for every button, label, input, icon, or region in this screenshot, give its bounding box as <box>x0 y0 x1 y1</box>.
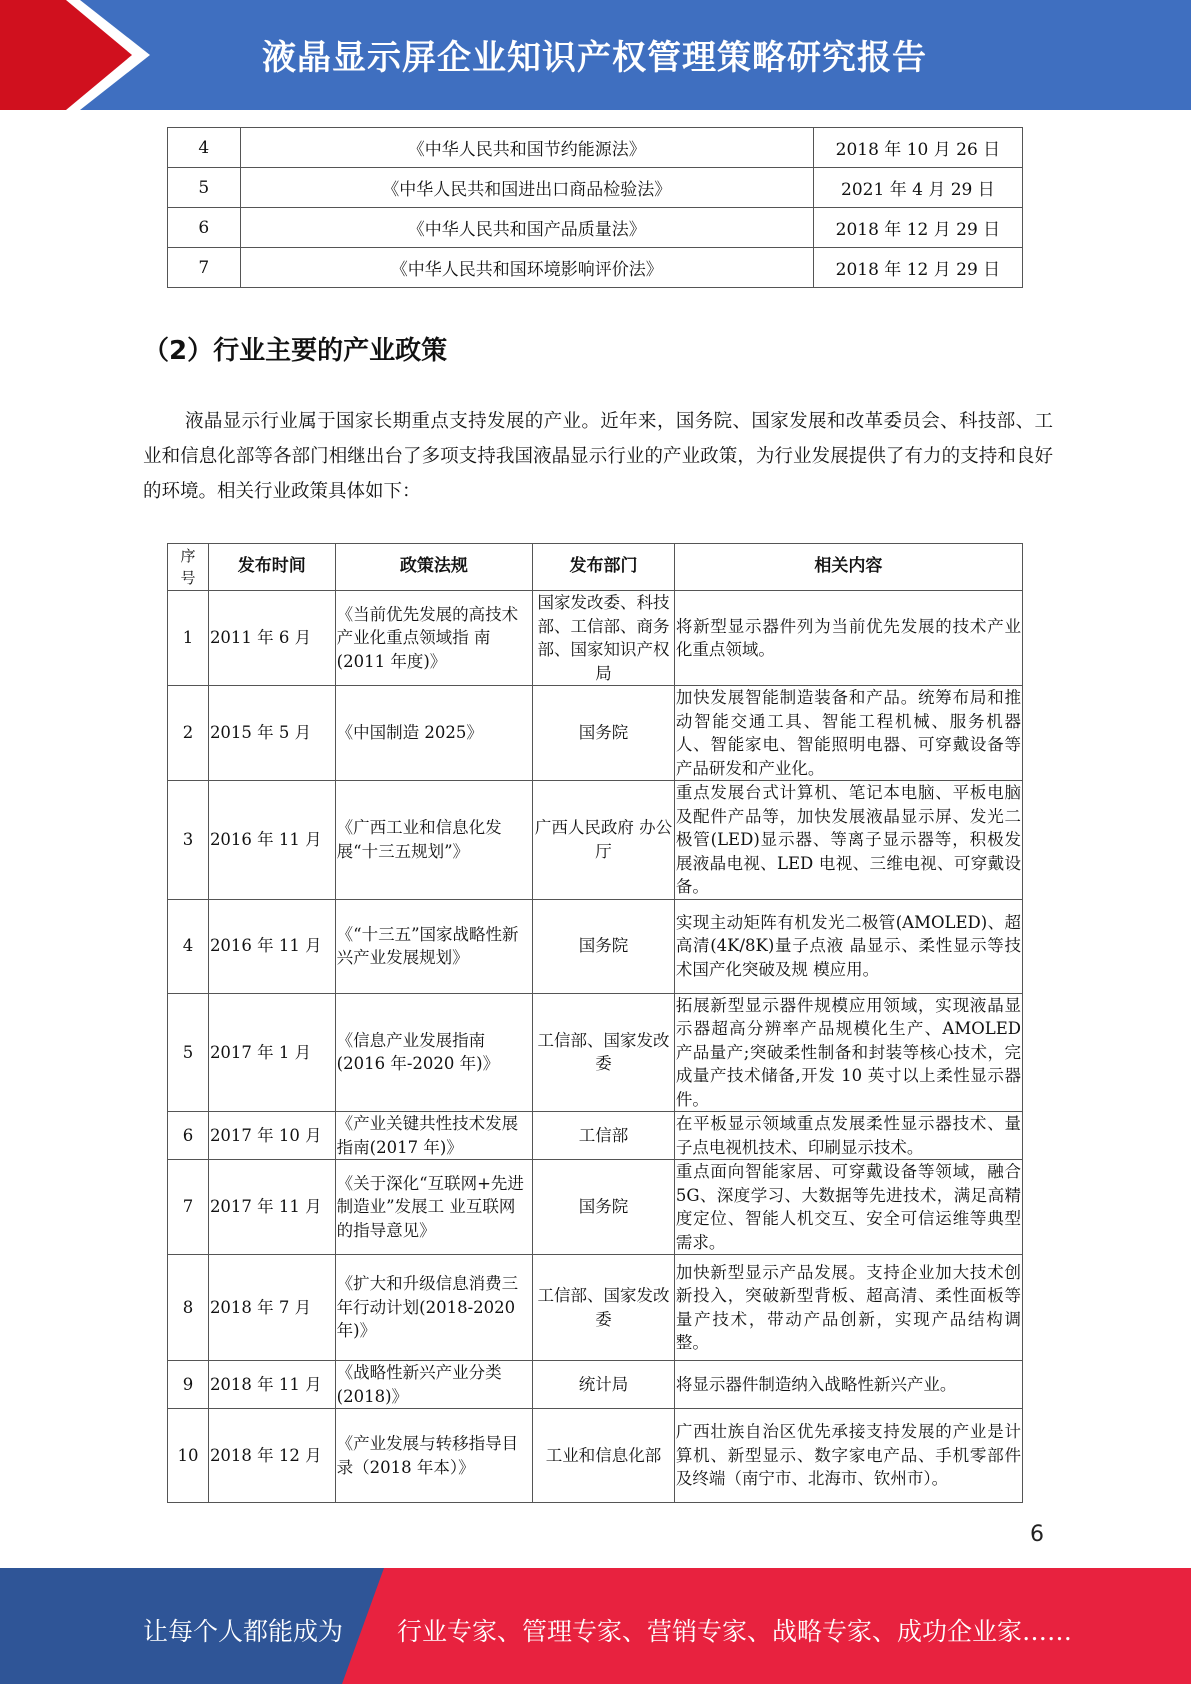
policy-row <box>168 781 1023 900</box>
policy-row <box>168 1409 1023 1503</box>
law-date: 2018 年 10 月 26 日 <box>813 128 1022 168</box>
policy-law: 《广西工业和信息化发展“十三五规划”》 <box>335 781 533 900</box>
law-row <box>168 248 1023 288</box>
header-law: 政策法规 <box>335 544 533 591</box>
policy-no: 10 <box>168 1409 209 1503</box>
policy-date: 2011 年 6 月 <box>208 591 335 686</box>
policy-law: 《扩大和升级信息消费三年行动计划(2018-2020 年)》 <box>335 1255 533 1361</box>
policy-law: 《“十三五”国家战略性新兴产业发展规划》 <box>335 899 533 993</box>
policy-row <box>168 686 1023 781</box>
policy-law: 《产业关键共性技术发展指南(2017 年)》 <box>335 1112 533 1160</box>
policy-dept: 工信部 <box>533 1112 675 1160</box>
policy-date: 2017 年 11 月 <box>208 1160 335 1255</box>
policy-date: 2018 年 11 月 <box>208 1361 335 1409</box>
policy-dept: 工信部、国家发改委 <box>533 993 675 1112</box>
policy-content: 广西壮族自治区优先承接支持发展的产业是计算机、新型显示、数字家电产品、手机零部件及终端（南宁市、北海市、钦州市）。 <box>674 1409 1022 1503</box>
policy-content: 重点发展台式计算机、笔记本电脑、平板电脑及配件产品等，加快发展液晶显示屏、发光二极管(LED)显示器、等离子显示器等，积极发展液晶电视、LED 电视、三维电视、可穿戴设备。 <box>674 781 1022 900</box>
policy-row <box>168 1255 1023 1361</box>
policy-row <box>168 1160 1023 1255</box>
policy-table <box>167 543 1023 1503</box>
policy-no: 8 <box>168 1255 209 1361</box>
policy-no: 1 <box>168 591 209 686</box>
law-row <box>168 208 1023 248</box>
policy-date: 2016 年 11 月 <box>208 899 335 993</box>
policy-row <box>168 993 1023 1112</box>
policy-no: 6 <box>168 1112 209 1160</box>
policy-date: 2018 年 12 月 <box>208 1409 335 1503</box>
policy-row <box>168 899 1023 993</box>
law-name: 《中华人民共和国节约能源法》 <box>240 128 813 168</box>
law-table <box>167 127 1023 288</box>
header-content: 相关内容 <box>674 544 1022 591</box>
policy-law: 《产业发展与转移指导目录（2018 年本）》 <box>335 1409 533 1503</box>
header-dept: 发布部门 <box>533 544 675 591</box>
law-no: 7 <box>168 248 241 288</box>
policy-date: 2015 年 5 月 <box>208 686 335 781</box>
policy-row <box>168 1361 1023 1409</box>
policy-law: 《中国制造 2025》 <box>335 686 533 781</box>
law-no: 4 <box>168 128 241 168</box>
policy-content: 将新型显示器件列为当前优先发展的技术产业化重点领域。 <box>674 591 1022 686</box>
law-name: 《中华人民共和国产品质量法》 <box>240 208 813 248</box>
policy-content: 加快发展智能制造装备和产品。统筹布局和推动智能交通工具、智能工程机械、服务机器人、智能家电、智能照明电器、可穿戴设备等产品研发和产业化。 <box>674 686 1022 781</box>
law-no: 5 <box>168 168 241 208</box>
policy-content: 实现主动矩阵有机发光二极管(AMOLED)、超高清(4K/8K)量子点液 晶显示、柔性显示等技术国产化突破及规 模应用。 <box>674 899 1022 993</box>
header-seq-bottom: 号 <box>180 569 196 587</box>
policy-dept: 国务院 <box>533 899 675 993</box>
policy-no: 2 <box>168 686 209 781</box>
policy-law: 《战略性新兴产业分类(2018)》 <box>335 1361 533 1409</box>
report-title: 液晶显示屏企业知识产权管理策略研究报告 <box>262 38 927 78</box>
law-date: 2018 年 12 月 29 日 <box>813 248 1022 288</box>
law-row <box>168 168 1023 208</box>
header-seq-top: 序 <box>180 547 196 565</box>
law-name: 《中华人民共和国进出口商品检验法》 <box>240 168 813 208</box>
policy-no: 5 <box>168 993 209 1112</box>
law-date: 2021 年 4 月 29 日 <box>813 168 1022 208</box>
section-heading: （2）行业主要的产业政策 <box>143 336 448 366</box>
footer-slogan-right: 行业专家、管理专家、营销专家、战略专家、成功企业家…… <box>397 1617 1073 1646</box>
policy-date: 2018 年 7 月 <box>208 1255 335 1361</box>
policy-row <box>168 1112 1023 1160</box>
policy-row <box>168 591 1023 686</box>
policy-no: 7 <box>168 1160 209 1255</box>
policy-content: 拓展新型显示器件规模应用领域，实现液晶显示器超高分辨率产品规模化生产、AMOLED 产品量产;突破柔性制备和封装等核心技术，完成量产技术储备,开发 10 英寸以上柔性显示器件。 <box>674 993 1022 1112</box>
policy-dept: 统计局 <box>533 1361 675 1409</box>
policy-date: 2017 年 10 月 <box>208 1112 335 1160</box>
policy-law: 《关于深化“互联网+先进制造业”发展工 业互联网的指导意见》 <box>335 1160 533 1255</box>
law-no: 6 <box>168 208 241 248</box>
policy-content: 将显示器件制造纳入战略性新兴产业。 <box>674 1361 1022 1409</box>
policy-dept: 工信部、国家发改委 <box>533 1255 675 1361</box>
law-date: 2018 年 12 月 29 日 <box>813 208 1022 248</box>
header-date: 发布时间 <box>208 544 335 591</box>
policy-dept: 国务院 <box>533 1160 675 1255</box>
policy-date: 2016 年 11 月 <box>208 781 335 900</box>
policy-no: 9 <box>168 1361 209 1409</box>
policy-content: 重点面向智能家居、可穿戴设备等领域，融合 5G、深度学习、大数据等先进技术，满足高精度定位、智能人机交互、安全可信运维等典型需求。 <box>674 1160 1022 1255</box>
page-footer <box>0 1568 1191 1684</box>
policy-dept: 工业和信息化部 <box>533 1409 675 1503</box>
policy-law: 《当前优先发展的高技术产业化重点领域指 南(2011 年度)》 <box>335 591 533 686</box>
policy-no: 4 <box>168 899 209 993</box>
policy-no: 3 <box>168 781 209 900</box>
page-header <box>0 0 1191 110</box>
policy-dept: 国家发改委、科技部、工信部、商务部、国家知识产权局 <box>533 591 675 686</box>
law-row <box>168 128 1023 168</box>
policy-dept: 广西人民政府 办公厅 <box>533 781 675 900</box>
policy-content: 在平板显示领域重点发展柔性显示器技术、量子点电视机技术、印刷显示技术。 <box>674 1112 1022 1160</box>
policy-table-header <box>168 544 1023 591</box>
header-seq <box>168 544 209 591</box>
policy-content: 加快新型显示产品发展。支持企业加大技术创新投入，突破新型背板、超高清、柔性面板等量产技术，带动产品创新，实现产品结构调整。 <box>674 1255 1022 1361</box>
footer-slogan-left: 让每个人都能成为 <box>143 1617 344 1646</box>
law-name: 《中华人民共和国环境影响评价法》 <box>240 248 813 288</box>
policy-law: 《信息产业发展指南(2016 年-2020 年)》 <box>335 993 533 1112</box>
policy-date: 2017 年 1 月 <box>208 993 335 1112</box>
policy-dept: 国务院 <box>533 686 675 781</box>
page-number: 6 <box>1030 1522 1044 1547</box>
intro-paragraph: 液晶显示行业属于国家长期重点支持发展的产业。近年来，国务院、国家发展和改革委员会、科技部、工业和信息化部等各部门相继出台了多项支持我国液晶显示行业的产业政策，为行业发展提供了有力的支持和良好的环境。相关行业政策具体如下： <box>143 411 1053 502</box>
